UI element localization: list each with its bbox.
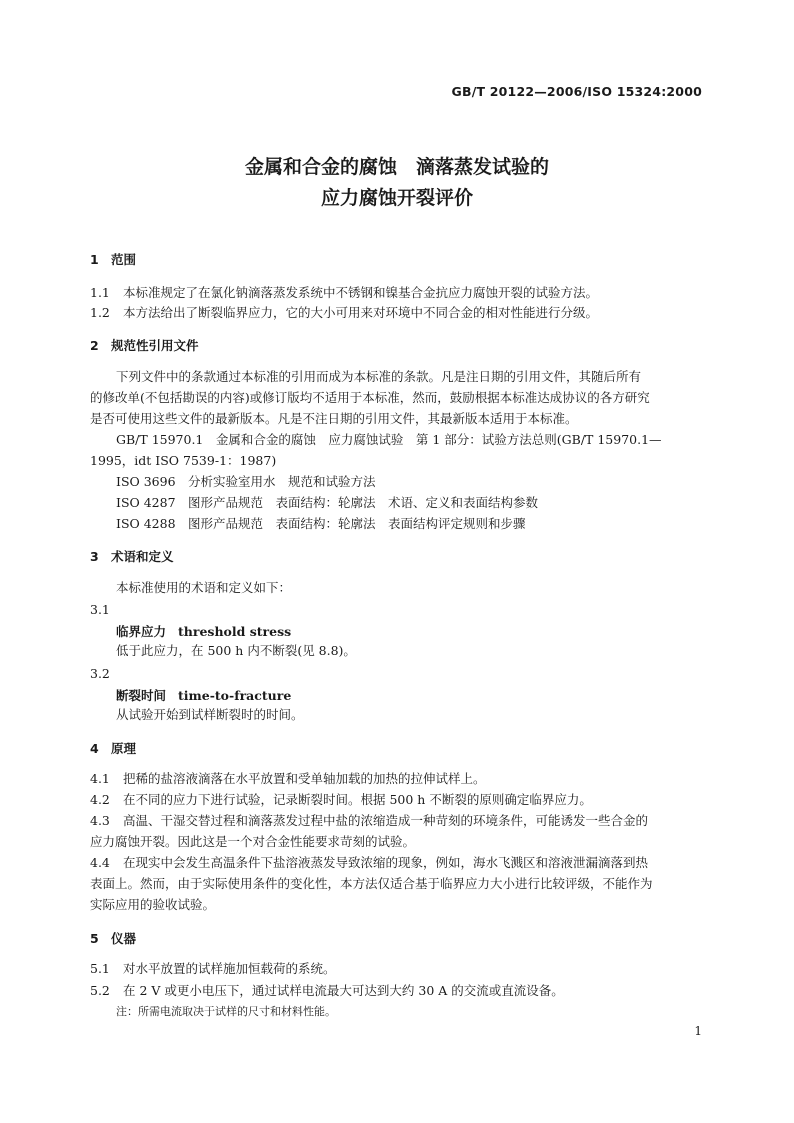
term-english: time-to-fracture [178, 688, 292, 703]
references-intro-line-2: 的修改单(不包括勘误的内容)或修订版均不适用于本标准，然而，鼓励根据本标准达成协议的各方研究 [90, 390, 650, 405]
document-title-line-2: 应力腐蚀开裂评价 [320, 187, 473, 209]
reference-gbt-15970-line-2: 1995，idt ISO 7539-1：1987) [90, 453, 277, 468]
references-intro-line-3: 是否可使用这些文件的最新版本。凡是不注日期的引用文件，其最新版本适用于本标准。 [90, 411, 578, 426]
clause-text: 在 2 V 或更小电压下，通过试样电流最大可达到大约 30 A 的交流或直流设备。 [123, 983, 564, 998]
standard-code: GB/T 20122—2006/ISO 15324:2000 [451, 84, 702, 99]
clause-4-3-line-2: 应力腐蚀开裂。因此这是一个对合金性能要求苛刻的试验。 [90, 834, 416, 849]
clause-text: 把稀的盐溶液滴落在水平放置和受单轴加载的加热的拉伸试样上。 [123, 771, 486, 786]
page-number: 1 [694, 1024, 702, 1038]
section-number: 4 [90, 741, 99, 756]
term-3-2-number: 3.2 [90, 666, 110, 681]
clause-number: 4.3 [90, 813, 110, 828]
clause-number: 5.2 [90, 983, 110, 998]
section-heading-apparatus [90, 929, 136, 947]
clause-5-2-note: 注：所需电流取决于试样的尺寸和材料性能。 [116, 1005, 336, 1018]
reference-iso-3696: ISO 3696 分析实验室用水 规范和试验方法 [116, 474, 376, 489]
section-title: 范围 [111, 252, 137, 267]
clause-4-1 [90, 769, 704, 789]
clause-text: 本标准规定了在氯化钠滴落蒸发系统中不锈钢和镍基合金抗应力腐蚀开裂的试验方法。 [123, 285, 599, 300]
section-number: 1 [90, 252, 99, 267]
clause-text: 高温、干湿交替过程和滴落蒸发过程中盐的浓缩造成一种苛刻的环境条件，可能诱发一些合金的 [123, 813, 649, 828]
clause-4-3-line-1 [90, 811, 704, 831]
section-title: 原理 [111, 741, 137, 756]
reference-gbt-15970-line-1: GB/T 15970.1 金属和合金的腐蚀 应力腐蚀试验 第 1 部分：试验方法总则(GB/T 15970.1— [116, 432, 662, 447]
clause-4-4-line-1 [90, 853, 704, 873]
clause-text: 在不同的应力下进行试验，记录断裂时间。根据 500 h 不断裂的原则确定临界应力。 [123, 792, 592, 807]
clause-text: 对水平放置的试样施加恒载荷的系统。 [123, 961, 336, 976]
document-title-line-1: 金属和合金的腐蚀 滴落蒸发试验的 [244, 156, 549, 178]
clause-text: 本方法给出了断裂临界应力，它的大小可用来对环境中不同合金的相对性能进行分级。 [123, 305, 599, 320]
clause-number: 4.1 [90, 771, 110, 786]
reference-iso-4288: ISO 4288 图形产品规范 表面结构：轮廓法 表面结构评定规则和步骤 [116, 516, 526, 531]
term-time-to-fracture [116, 686, 291, 704]
clause-4-4-line-3: 实际应用的验收试验。 [90, 897, 216, 912]
section-title: 仪器 [111, 931, 137, 946]
clause-5-2 [90, 981, 704, 1001]
clause-1-2 [90, 303, 704, 323]
clause-4-4-line-2: 表面上。然而，由于实际使用条件的变化性，本方法仅适合基于临界应力大小进行比较评级，不能作为 [90, 876, 653, 891]
section-heading-normative-references [90, 336, 199, 354]
term-3-1-definition: 低于此应力，在 500 h 内不断裂(见 8.8)。 [116, 643, 356, 658]
section-number: 5 [90, 931, 99, 946]
section-heading-scope [90, 250, 136, 268]
term-english: threshold stress [178, 624, 292, 639]
reference-iso-4287: ISO 4287 图形产品规范 表面结构：轮廓法 术语、定义和表面结构参数 [116, 495, 539, 510]
section-title: 规范性引用文件 [111, 338, 199, 353]
section-title: 术语和定义 [111, 549, 174, 564]
clause-number: 1.1 [90, 285, 110, 300]
section-number: 2 [90, 338, 99, 353]
section-number: 3 [90, 549, 99, 564]
references-intro-line-1: 下列文件中的条款通过本标准的引用而成为本标准的条款。凡是注日期的引用文件，其随后所有 [116, 369, 642, 384]
term-chinese: 断裂时间 [116, 688, 167, 703]
clause-text: 在现实中会发生高温条件下盐溶液蒸发导致浓缩的现象，例如，海水飞溅区和溶液泄漏滴落到热 [123, 855, 649, 870]
term-chinese: 临界应力 [116, 624, 167, 639]
clause-number: 4.2 [90, 792, 110, 807]
term-3-2-definition: 从试验开始到试样断裂时的时间。 [116, 707, 304, 722]
clause-number: 4.4 [90, 855, 110, 870]
clause-number: 1.2 [90, 305, 110, 320]
section-heading-principle [90, 739, 136, 757]
clause-number: 5.1 [90, 961, 110, 976]
term-threshold-stress [116, 622, 291, 640]
term-3-1-number: 3.1 [90, 602, 110, 617]
section-heading-terms [90, 547, 174, 565]
clause-4-2 [90, 790, 704, 810]
clause-1-1 [90, 283, 704, 303]
terms-intro: 本标准使用的术语和定义如下： [116, 580, 292, 595]
clause-5-1 [90, 959, 704, 979]
